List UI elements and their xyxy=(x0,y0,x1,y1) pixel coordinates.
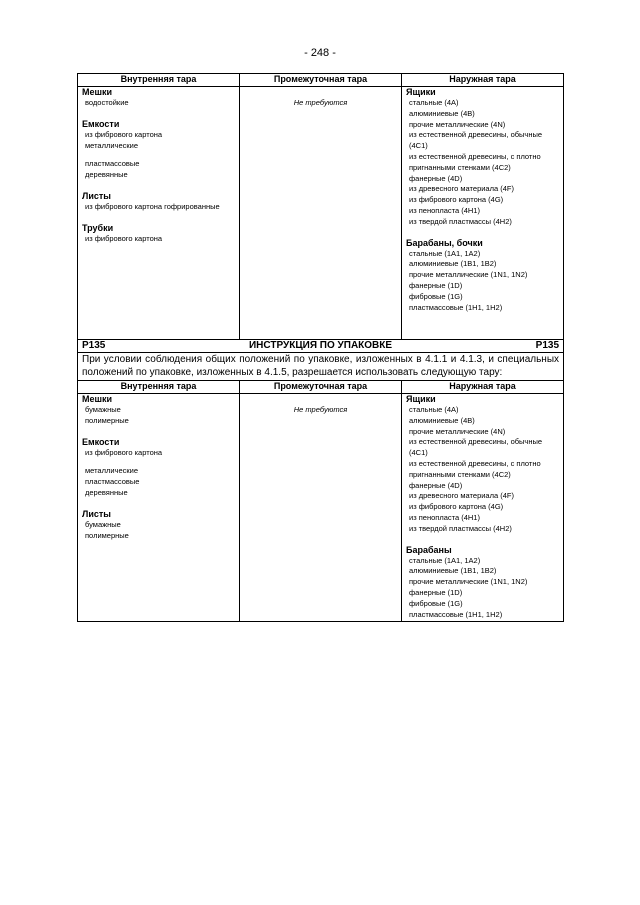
list-item: деревянные xyxy=(85,487,128,497)
group-title-receptacles: Емкости xyxy=(82,436,120,447)
list-item: из фибрового картона xyxy=(85,129,163,139)
list-item: из древесного материала (4F) xyxy=(409,184,514,194)
list-item: полимерные xyxy=(85,530,129,540)
list-item: фибровые (1G) xyxy=(409,291,463,301)
header-outer: Наружная тара xyxy=(402,74,564,87)
group-title-boxes: Ящики xyxy=(406,394,436,404)
not-required-text: Не требуются xyxy=(293,98,348,107)
list-item: из фибрового картона (4G) xyxy=(409,195,504,205)
instruction-code-left: P135 xyxy=(82,340,106,351)
table-header-row xyxy=(78,381,564,394)
list-item: фанерные (4D) xyxy=(409,173,463,183)
list-item: пластмассовые (1H1, 1H2) xyxy=(409,609,503,619)
list-item: стальные (4A) xyxy=(409,405,459,414)
header-outer: Наружная тара xyxy=(402,381,564,394)
outer-packaging-cell xyxy=(402,87,564,340)
intermediate-packaging-cell xyxy=(240,394,402,622)
list-item: алюминиевые (4B) xyxy=(409,108,475,118)
list-item: пригнанными стенками (4C2) xyxy=(409,469,511,479)
list-item: фанерные (4D) xyxy=(409,480,463,490)
list-item: фанерные (1D) xyxy=(409,587,463,597)
list-item: из древесного материала (4F) xyxy=(409,491,514,501)
group-title-bags: Мешки xyxy=(82,87,113,97)
list-item: стальные (1A1, 1A2) xyxy=(409,555,481,565)
list-item: алюминиевые (1B1, 1B2) xyxy=(409,566,497,576)
outer-packaging-cell xyxy=(402,394,564,622)
list-item: полимерные xyxy=(85,415,129,425)
list-item: из фибрового картона xyxy=(85,447,163,457)
list-item: пластмассовые (1H1, 1H2) xyxy=(409,302,503,312)
list-item: из твердой пластмассы (4H2) xyxy=(409,523,512,533)
list-item: пластмассовые xyxy=(85,159,140,169)
inner-packaging-cell xyxy=(78,87,240,340)
header-inner: Внутренняя тара xyxy=(78,381,240,394)
group-title-receptacles: Емкости xyxy=(82,118,120,129)
table-body-row xyxy=(78,87,564,340)
list-item: из фибрового картона (4G) xyxy=(409,502,504,512)
list-item: стальные (1A1, 1A2) xyxy=(409,248,481,258)
list-item: из фибрового картона гофрированные xyxy=(85,201,220,211)
inner-packaging-cell xyxy=(78,394,240,622)
group-title-bags: Мешки xyxy=(82,394,113,404)
table-body-row xyxy=(78,394,564,622)
list-item: из фибрового картона xyxy=(85,233,163,243)
intermediate-packaging-cell xyxy=(240,87,402,340)
packing-instruction-p135 xyxy=(77,339,564,622)
instruction-title: ИНСТРУКЦИЯ ПО УПАКОВКЕ xyxy=(248,340,393,351)
list-item: прочие металлические (4N) xyxy=(409,119,506,129)
group-title-sheets: Листы xyxy=(82,508,111,519)
list-item: из пенопласта (4H1) xyxy=(409,205,480,215)
not-required-text: Не требуются xyxy=(293,405,348,414)
header-inner: Внутренняя тара xyxy=(78,74,240,87)
list-item: прочие металлические (1N1, 1N2) xyxy=(409,577,528,587)
list-item: прочие металлические (4N) xyxy=(409,426,506,436)
list-item: металлические xyxy=(85,466,139,476)
group-title-tubes: Трубки xyxy=(82,222,114,233)
list-item: из естественной древесины, обычные (4C1) xyxy=(409,437,543,458)
list-item: из пенопласта (4H1) xyxy=(409,512,480,522)
list-item: алюминиевые (4B) xyxy=(409,415,475,425)
list-item: из естественной древесины, с плотно xyxy=(409,458,541,468)
table-header-row xyxy=(78,74,564,87)
header-intermediate: Промежуточная тара xyxy=(240,381,402,394)
group-title-drums: Барабаны xyxy=(406,544,452,555)
list-item: фанерные (1D) xyxy=(409,280,463,290)
intro-row xyxy=(78,353,564,381)
list-item: пригнанными стенками (4C2) xyxy=(409,162,511,172)
group-title-drums: Барабаны, бочки xyxy=(406,237,483,248)
group-title-sheets: Листы xyxy=(82,190,111,201)
page-number: - 248 - xyxy=(304,47,336,59)
list-item: водостойкие xyxy=(85,98,129,107)
instruction-title-row xyxy=(78,340,564,353)
list-item: бумажные xyxy=(85,519,121,529)
group-title-boxes: Ящики xyxy=(406,87,436,97)
list-item: металлические xyxy=(85,140,139,150)
packing-table-1 xyxy=(77,73,564,340)
list-item: алюминиевые (1B1, 1B2) xyxy=(409,259,497,269)
list-item: из естественной древесины, обычные (4C1) xyxy=(409,130,543,151)
instruction-code-right: P135 xyxy=(535,340,560,351)
list-item: бумажные xyxy=(85,405,121,414)
header-intermediate: Промежуточная тара xyxy=(240,74,402,87)
list-item: деревянные xyxy=(85,170,128,180)
list-item: пластмассовые xyxy=(85,477,140,487)
list-item: из твердой пластмассы (4H2) xyxy=(409,216,512,226)
list-item: из естественной древесины, с плотно xyxy=(409,151,541,161)
instruction-title-cell xyxy=(78,340,564,353)
list-item: фибровые (1G) xyxy=(409,598,463,608)
list-item: стальные (4A) xyxy=(409,98,459,107)
intro-text: При условии соблюдения общих положений по упаковке, изложенных в 4.1.1 и 4.1.3, и специальных положений по упаковке, изложенных в 4.1.5, разрешается использовать следующую тару: xyxy=(78,353,564,381)
list-item: прочие металлические (1N1, 1N2) xyxy=(409,270,528,280)
